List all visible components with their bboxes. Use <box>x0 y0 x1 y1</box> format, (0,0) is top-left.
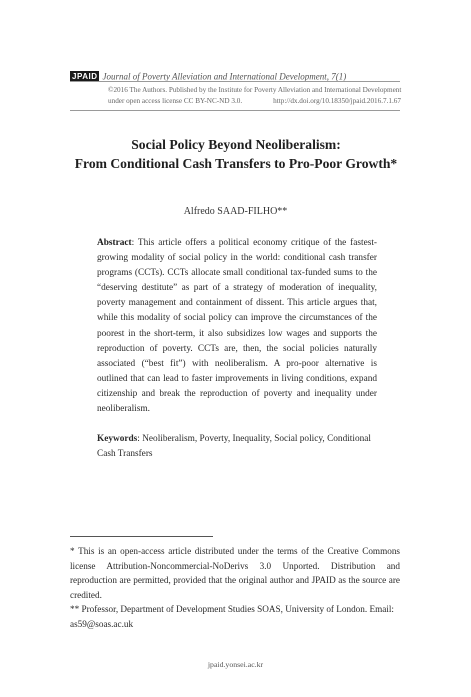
article-title <box>40 135 432 173</box>
keywords-text: : Neoliberalism, Poverty, Inequality, Social policy, Conditional Cash Transfers <box>97 434 371 460</box>
keywords <box>97 432 377 462</box>
license-line <box>108 97 401 105</box>
footnote-license: * This is an open-access article distributed under the terms of the Creative Commons license Attribution-Noncommercial-NoDerivs 3.0 Unported. Distribution and reproduction are permitted, provided that the original author and JPAID as the source are credited. <box>70 546 400 600</box>
abstract-label: Abstract <box>97 238 132 248</box>
abstract <box>97 236 377 417</box>
journal-logo: JPAID <box>72 71 98 81</box>
footnote-rule <box>70 536 213 537</box>
copyright-line: ©2016 The Authors. Published by the Institute for Poverty Alleviation and International Development <box>108 86 402 94</box>
doi-link[interactable]: http://dx.doi.org/10.18350/jpaid.2016.7.1.67 <box>273 97 401 105</box>
keywords-label: Keywords <box>97 434 138 444</box>
author-name: Alfredo SAAD-FILHO** <box>183 206 288 217</box>
license-text: under open access license CC BY-NC-ND 3.0. <box>108 97 243 105</box>
header-rule <box>70 81 400 82</box>
title-line-2: From Conditional Cash Transfers to Pro-Poor Growth* <box>74 156 398 171</box>
abstract-text: : This article offers a political economy critique of the fastest-growing modality of social policy in the world: conditional cash transfer programs (CCTs). CCTs allocate small conditional tax-funded sums to the “deserving destitute” as part of a strategy of moderation of inequality, poverty management and containment of dissent. This article argues that, while this modality of social policy can improve the circumstances of the poorest in the short-term, it also subsidizes low wages and supports the reproduction of poverty. CCTs are, then, the social policies naturally associated (“best fit”) with neoliberalism. A pro-poor alternative is outlined that can lead to faster improvements in living conditions, expand citizenship and break the reproduction of poverty and inequality under neoliberalism. <box>97 238 377 415</box>
title-line-1: Social Policy Beyond Neoliberalism: <box>131 137 341 152</box>
header-bottom-rule <box>70 110 400 111</box>
running-header <box>70 67 400 85</box>
footer-url[interactable]: jpaid.yonsei.ac.kr <box>207 660 264 669</box>
journal-citation: Journal of Poverty Alleviation and International Development, 7(1) <box>102 71 347 82</box>
footnote-author: ** Professor, Department of Development Studies SOAS, University of London. Email: as59@soas.ac.uk <box>70 604 394 629</box>
